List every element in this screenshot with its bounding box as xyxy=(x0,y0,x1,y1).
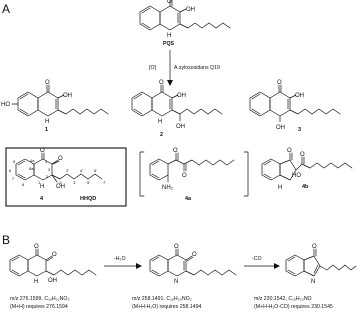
compound-4-nh: H xyxy=(40,184,45,190)
hhqd-num-3p: 3' xyxy=(73,180,76,185)
ion-3-line-1: m/z 230.1542, C₁₅H₂₀NO xyxy=(254,296,312,302)
hhqd-num-8a: 8a xyxy=(29,166,34,171)
compound-1-oxygen: O xyxy=(45,80,50,86)
compound-2-structure xyxy=(132,85,222,121)
hhqd-num-2: 2 xyxy=(46,174,49,179)
compound-4a-label: 4a xyxy=(185,196,192,202)
hhqd-num-4: 4 xyxy=(45,159,48,164)
reaction-oxidant: [O] xyxy=(149,65,156,71)
panel-b-s2-oxygen-2: O xyxy=(192,252,197,258)
panel-b-s2-nitrogen: N xyxy=(174,279,179,285)
compound-4b-oxygen: O xyxy=(287,148,292,154)
panel-b-s2-oxygen: O xyxy=(174,244,179,250)
compound-1-ring-hydroxyl: HO xyxy=(1,102,10,108)
compound-4a-structure xyxy=(140,152,248,196)
pqs-nitrogen: H xyxy=(167,33,172,39)
hhqd-num-5p: 5' xyxy=(87,180,90,185)
panel-b-s3-oxygen: O xyxy=(312,244,317,250)
compound-1-label: 1 xyxy=(45,127,49,133)
panel-b-s3-nitrogen: N xyxy=(311,279,316,285)
panel-b-s1-nh: H xyxy=(34,279,39,285)
hhqd-num-2p: 2' xyxy=(66,168,69,173)
compound-4b-label: 4b xyxy=(302,184,309,190)
compound-4-name: HHQD xyxy=(80,196,97,202)
compound-4b-nh: H xyxy=(278,185,283,191)
compound-1-nh: H xyxy=(45,119,50,125)
reaction-organism: A.xylosoxidans Q19 xyxy=(174,65,220,71)
compound-1-structure xyxy=(12,85,108,116)
panel-b-structure-3 xyxy=(286,249,356,276)
ion-2-line-1: m/z 258.1491, C₁₆H₂₀NO₂ xyxy=(132,296,192,302)
compound-2-oxygen: O xyxy=(159,80,164,86)
hhqd-num-5: 5 xyxy=(13,159,16,164)
compound-4a-oxygen-2: O xyxy=(182,173,187,179)
panel-a-label: A xyxy=(2,2,11,16)
pqs-structure xyxy=(140,0,230,30)
pqs-hydroxyl: OH xyxy=(186,7,195,13)
hhqd-num-6p: 6' xyxy=(94,168,97,173)
panel-b-s1-oxygen-2: O xyxy=(52,252,57,258)
compound-4-oxygen: O xyxy=(40,148,45,154)
compound-3-n-hydroxyl: OH xyxy=(276,125,285,131)
ion-2-line-2: (M+H-H₂O) requires 258.1494 xyxy=(132,304,202,310)
compound-4a-amine: NH₂ xyxy=(162,185,173,191)
panel-b-label: B xyxy=(2,233,11,247)
panel-b-s1-oxygen: O xyxy=(34,244,39,250)
compound-2-nh: H xyxy=(158,119,163,125)
compound-3-hydroxyl: OH xyxy=(295,93,304,99)
compound-4b-structure xyxy=(262,153,352,180)
hhqd-num-1p: 1' xyxy=(59,180,62,185)
compound-4-hydroxyl: OH xyxy=(56,184,65,190)
compound-2-label: 2 xyxy=(160,132,164,138)
hhqd-num-7p: 7' xyxy=(103,180,106,185)
compound-1-hydroxyl: OH xyxy=(63,93,72,99)
step-1-loss: -H₂O xyxy=(114,256,126,262)
panel-b-s1-hydroxyl: OH xyxy=(48,278,57,284)
step-2-arrow-head xyxy=(274,263,280,269)
hhqd-num-4p: 4' xyxy=(80,168,83,173)
compound-3-label: 3 xyxy=(298,127,302,133)
pqs-oxygen: O xyxy=(167,0,172,5)
hhqd-num-4a: 4a xyxy=(30,158,35,163)
compound-4b-oxygen-2: O xyxy=(300,152,305,158)
compound-4b-hydroxyl: HO xyxy=(292,173,301,179)
compound-4-oxygen-2: O xyxy=(58,156,63,162)
hhqd-num-7: 7 xyxy=(12,176,15,181)
compound-4-label: 4 xyxy=(40,196,44,202)
ion-1-line-2: (M+H) requires 276.1594 xyxy=(10,304,68,310)
reaction-arrow-head xyxy=(167,80,173,86)
pqs-label: PQS xyxy=(163,41,174,47)
compound-3-structure xyxy=(250,85,340,122)
ion-1-line-1: m/z 276.1599, C₁₆H₂₂NO₃ xyxy=(10,296,70,302)
hhqd-num-6: 6 xyxy=(9,168,12,173)
step-1-arrow-head xyxy=(136,263,142,269)
compound-3-oxygen: O xyxy=(277,80,282,86)
hhqd-box xyxy=(6,148,126,206)
compound-2-chain-hydroxyl: OH xyxy=(176,124,185,130)
step-2-loss: -CO xyxy=(252,256,262,262)
ion-3-line-2: (M+H-H₂O-CO) requires 230.1545 xyxy=(254,304,333,310)
hhqd-num-3: 3 xyxy=(48,167,51,172)
hhqd-num-8: 8 xyxy=(22,182,25,187)
compound-2-hydroxyl: OH xyxy=(177,93,186,99)
hhqd-num-1: 1 xyxy=(38,180,41,185)
compound-4a-oxygen: O xyxy=(173,148,178,154)
